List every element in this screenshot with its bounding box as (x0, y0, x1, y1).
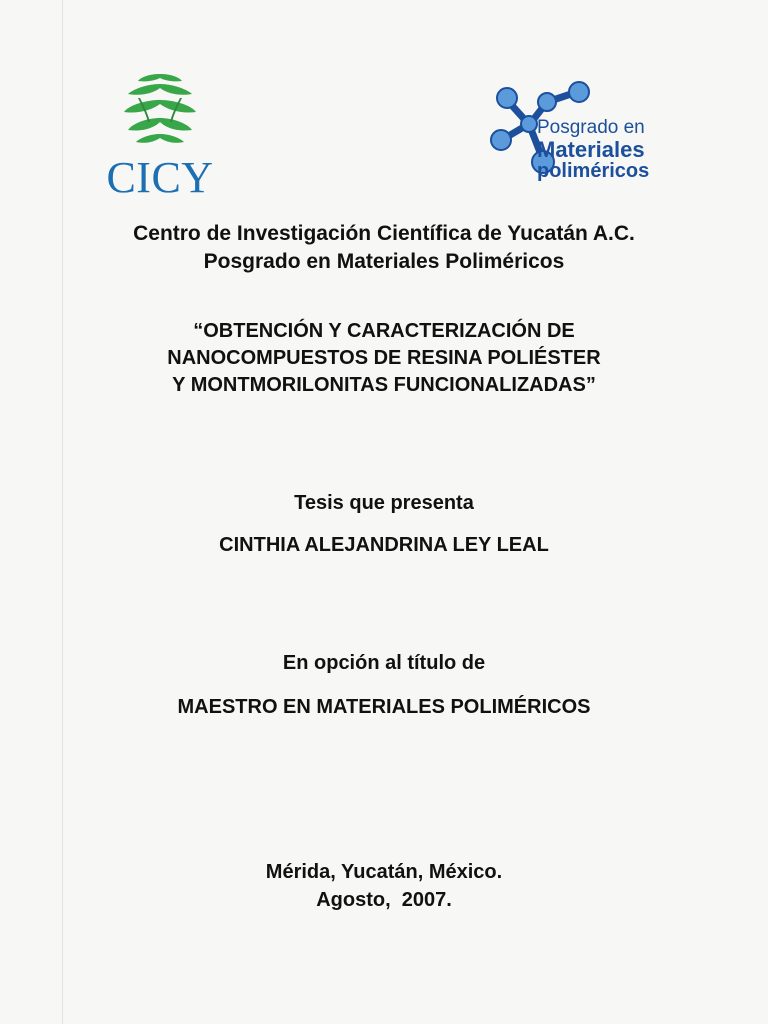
institution-heading (0, 220, 768, 276)
posgrado-logo (485, 80, 695, 200)
cicy-logo (100, 72, 220, 202)
cicy-leaf-icon (118, 72, 202, 152)
cicy-logo-text: CICY (106, 153, 214, 202)
place: Mérida, Yucatán, México. (265, 861, 503, 883)
institution-name: Centro de Investigación Científica de Yucatán A.C. (133, 222, 635, 245)
posgrado-logo-line1: Posgrado en (537, 117, 645, 138)
thesis-title-line2: NANOCOMPUESTOS DE RESINA POLIÉSTER (167, 347, 601, 369)
author-name: CINTHIA ALEJANDRINA LEY LEAL (219, 534, 549, 556)
posgrado-logo-line3: poliméricos (537, 160, 650, 183)
thesis-title (0, 318, 768, 399)
degree-name: MAESTRO EN MATERIALES POLIMÉRICOS (177, 696, 591, 718)
degree-label: En opción al título de (282, 652, 486, 674)
program-name: Posgrado en Materiales Poliméricos (203, 250, 565, 273)
thesis-title-line1: “OBTENCIÓN Y CARACTERIZACIÓN DE (193, 320, 575, 342)
posgrado-logo-text (537, 118, 697, 182)
place-and-date (0, 858, 768, 914)
presenter-label: Tesis que presenta (294, 492, 474, 514)
thesis-title-line3: Y MONTMORILONITAS FUNCIONALIZADAS” (172, 374, 596, 396)
posgrado-logo-line2: Materiales (537, 136, 645, 162)
date: Agosto, 2007. (316, 889, 452, 911)
